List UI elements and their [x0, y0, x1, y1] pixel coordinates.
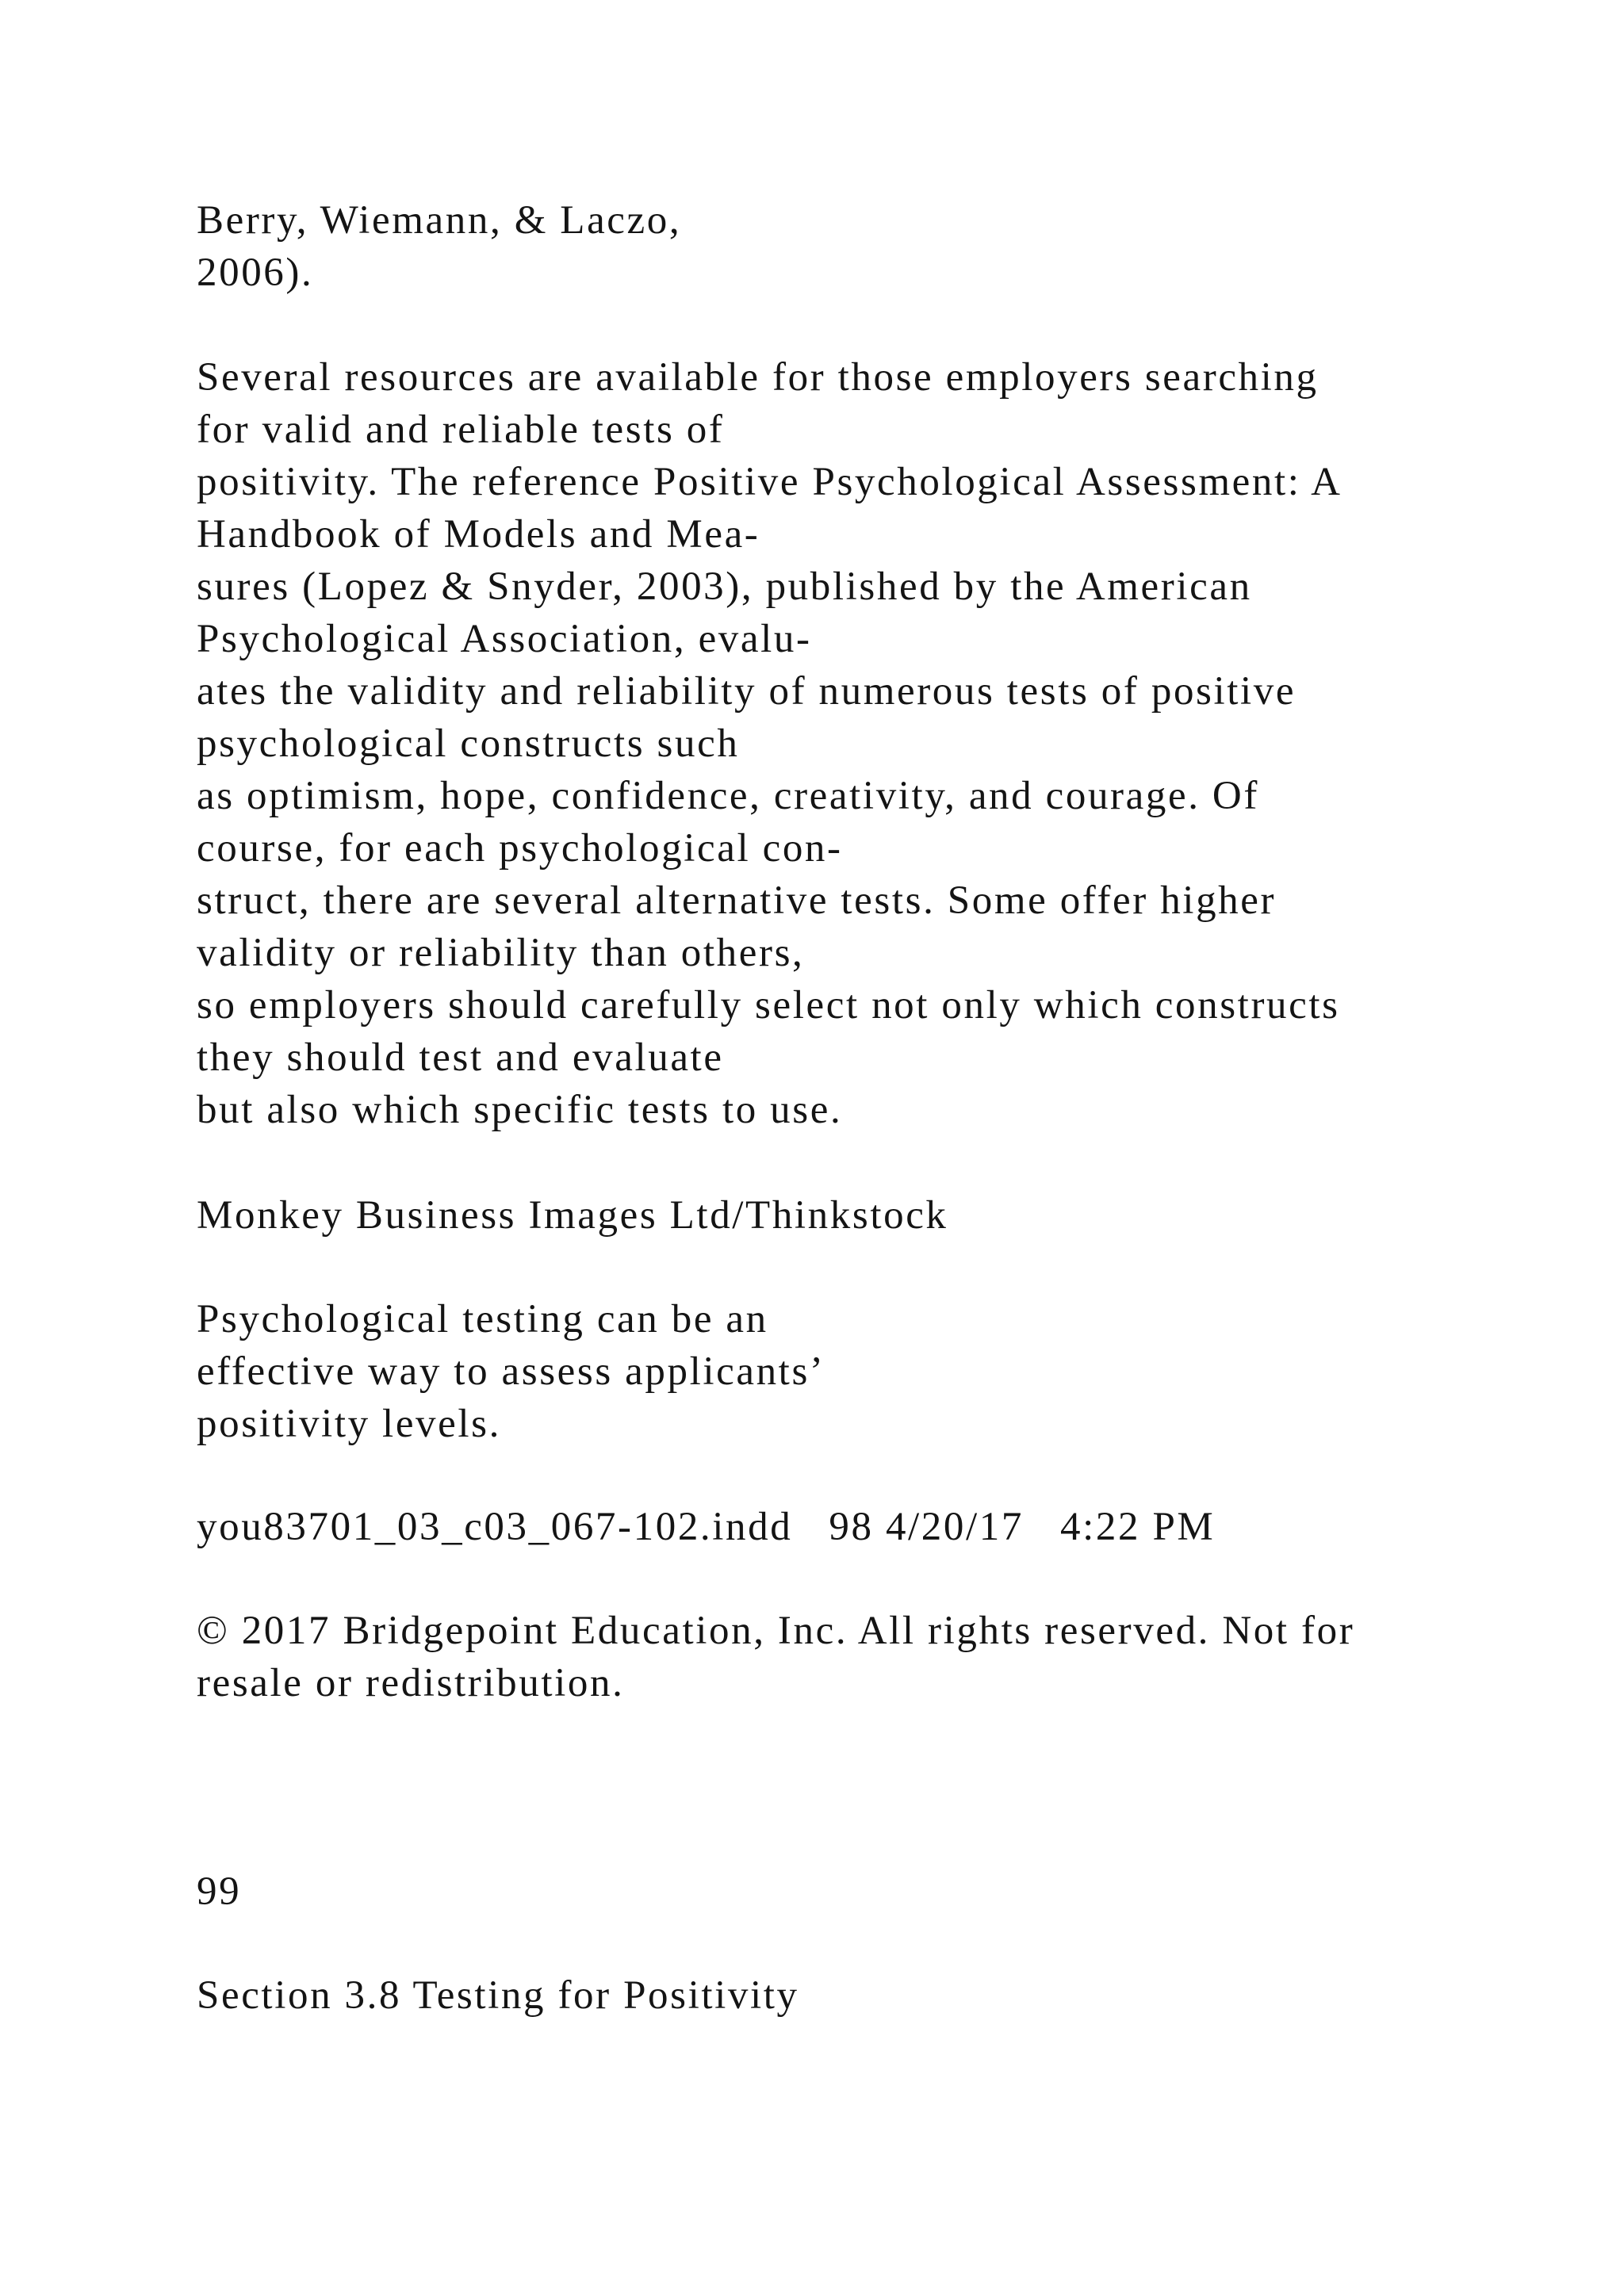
text-line: psychological constructs such	[197, 721, 740, 766]
text-line: they should test and evaluate	[197, 1035, 724, 1080]
page-number-text: 99	[197, 1869, 242, 1914]
text-line: validity or reliability than others,	[197, 931, 805, 975]
text-line: Several resources are available for those employers searching	[197, 355, 1319, 400]
figure-caption	[197, 1293, 825, 1450]
photo-credit	[197, 1189, 948, 1242]
text-line: 2006).	[197, 251, 314, 295]
photo-credit-text: Monkey Business Images Ltd/Thinkstock	[197, 1193, 948, 1238]
text-line: as optimism, hope, confidence, creativity, and courage. Of	[197, 774, 1259, 818]
text-line: Psychological testing can be an	[197, 1297, 768, 1341]
slug-line	[197, 1501, 1215, 1553]
text-line: Berry, Wiemann, & Laczo,	[197, 198, 682, 243]
text-line: course, for each psychological con-	[197, 826, 843, 871]
text-line: Handbook of Models and Mea-	[197, 512, 760, 557]
page-number	[197, 1866, 241, 1918]
text-line: resale or redistribution.	[197, 1661, 625, 1705]
text-line: ates the validity and reliability of numerous tests of positive	[197, 669, 1297, 714]
copyright-notice	[197, 1605, 1354, 1709]
text-line: for valid and reliable tests of	[197, 408, 725, 452]
text-line: effective way to assess applicants’	[197, 1349, 825, 1394]
text-line: struct, there are several alternative tests. Some offer higher	[197, 878, 1277, 923]
text-line: Psychological Association, evalu-	[197, 617, 812, 661]
citation-fragment	[197, 194, 681, 299]
text-line: so employers should carefully select not only which constructs	[197, 983, 1340, 1027]
text-line: © 2017 Bridgepoint Education, Inc. All rights reserved. Not for	[197, 1609, 1355, 1653]
text-line: positivity levels.	[197, 1402, 501, 1446]
slug-line-text: you83701_03_c03_067-102.indd 98 4/20/17 4:22 PM	[197, 1505, 1216, 1549]
text-line: but also which specific tests to use.	[197, 1088, 843, 1132]
section-heading-text: Section 3.8 Testing for Positivity	[197, 1973, 799, 2018]
section-heading	[197, 1969, 799, 2022]
text-line: positivity. The reference Positive Psychological Assessment: A	[197, 460, 1342, 504]
text-line: sures (Lopez & Snyder, 2003), published by the American	[197, 564, 1252, 609]
body-paragraph	[197, 351, 1342, 1136]
